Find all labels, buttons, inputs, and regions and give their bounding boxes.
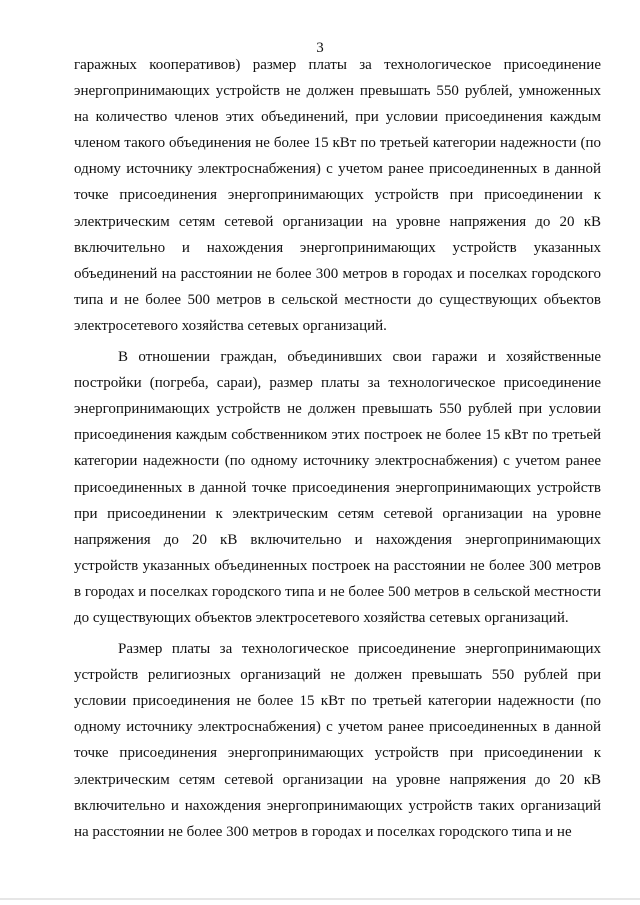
paragraph-3: Размер платы за технологическое присоединение энергопринимающих устройств религиозных организаций не должен превышать 550 рублей при условии присоединения не более 15 кВт по третьей категории надежности (по одному источнику электроснабжения) с учетом ранее присоединенных в данной точке присоединения энергопринимающих устройств при присоединении к электрическим сетям сетевой организации на уровне напряжения до 20 кВ включительно и нахождения энергопринимающих устройств таких организаций на расстоянии не более 300 метров в городах и поселках городского типа и не [74, 641, 601, 840]
paragraph-1: гаражных кооперативов) размер платы за технологическое присоединение энергопринимающих устройств не должен превышать 550 рублей, умноженных на количество членов этих объединений, при условии присоединения каждым членом такого объединения не более 15 кВт по третьей категории надежности (по одному источнику электроснабжения) с учетом ранее присоединенных в данной точке присоединения энергопринимающих устройств при присоединении к электрическим сетям сетевой организации на уровне напряжения до 20 кВ включительно и нахождения энергопринимающих устройств указанных объединений на расстоянии не более 300 метров в городах и поселках городского типа и не более 500 метров в сельской местности до существующих объектов электросетевого хозяйства сетевых организаций. [74, 57, 601, 334]
page-number: 3 [316, 40, 324, 56]
paragraph-2: В отношении граждан, объединивших свои гаражи и хозяйственные постройки (погреба, сараи), размер платы за технологическое присоединение энергопринимающих устройств не должен превышать 550 рублей при условии присоединения каждым собственником этих построек не более 15 кВт по третьей категории надежности (по одному источнику электроснабжения) с учетом ранее присоединенных в данной точке присоединения энергопринимающих устройств при присоединении к электрическим сетям сетевой организации на уровне напряжения до 20 кВ включительно и нахождения энергопринимающих устройств указанных объединенных построек на расстоянии не более 300 метров в городах и поселках городского типа и не более 500 метров в сельской местности до существующих объектов электросетевого хозяйства сетевых организаций. [74, 349, 601, 626]
document-body [74, 52, 601, 850]
page-bottom-edge [0, 898, 640, 900]
